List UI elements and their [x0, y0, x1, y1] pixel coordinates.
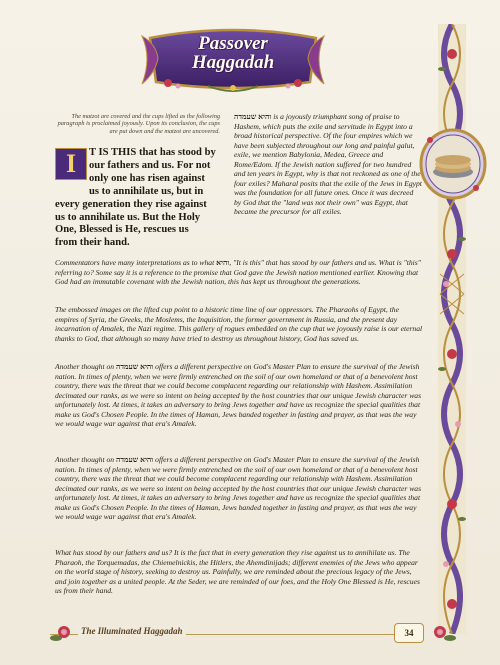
passage-line: every generation they rise against [55, 198, 207, 210]
paragraph-text: What has stood by our fathers and us? It is the fact that in every generation they rise against us to annihilate us. The Pharaoh, the Torquemadas, the Chiemelnickis, the Hitlers, the Ahemdinijads; different enemies of the Jews who appear on the world stage of history, seeking to destroy us. Painfully, we are reminded about the precious legacy of the Jews, and join together as a united people. At the Seder, we are reminded of our foes, and the Holy One Blessed is He, rescues us from their hand. [55, 548, 420, 595]
passage-line: only one has risen against [89, 172, 205, 184]
commentary-paragraph [55, 305, 423, 343]
rose-icon [428, 622, 458, 646]
commentary-paragraph [55, 548, 423, 596]
main-passage [55, 147, 227, 250]
paragraph-text: The embossed images on the lifted cup point to a historic time line of our oppressors. The Pharaohs of Egypt, the empires of Syria, the Greeks, the Moslems, the Inquisition, the former government in Russia, and the present day incarnation of Amalek, the Nazi regime. This gallery of rogues embedded on the cup that we joyously raise is our eternal thanks to God, that although so many have tried to destroy us throughout history, God has saved us. [55, 305, 423, 343]
passage-line: One, Blessed is He, rescues us [55, 224, 189, 236]
matzah-plate-icon [418, 128, 488, 200]
paragraph-text: offers a different perspective on God's Master Plan to ensure the survival of the Jewish nation. In times of plenty, when we were firmly entrenched on the soil of our own homeland or that of a benevolent host country, there was the threat that we could become complacent regarding our relationship with Hashem. Assimilation decimated our ranks, as we were so intent on being accepted by the host countries that our unique Jewish character was unfortunately lost. At times, it takes an adversary to bring Jews together and have us recognize the special qualities that make us God's Chosen People. In the times of Haman, Jews banded together in fasting and prayer, as that was the way we would wage war against that era's Amalek. [55, 362, 422, 428]
commentary-right [234, 112, 422, 217]
banner-line-2: Haggadah [191, 52, 275, 73]
paragraph-text: Commentators have many interpretations as to what [55, 258, 215, 267]
passage-line: T IS THIS that has stood by [89, 147, 216, 158]
passage-line: from their hand. [55, 237, 130, 249]
hebrew-phrase: והיא שעמדה [234, 112, 272, 121]
footer-title: The Illuminated Haggadah [78, 626, 186, 636]
rose-icon [48, 622, 76, 646]
title-banner [138, 28, 328, 92]
drop-cap: I [55, 148, 87, 180]
page-number: 34 [394, 623, 424, 643]
passage-line: us to annihilate us. But the Holy [55, 211, 201, 223]
hebrew-phrase: והיא שעמדה [115, 362, 154, 371]
hebrew-phrase: והיא שעמדה [115, 455, 154, 464]
page-footer [40, 622, 460, 648]
paragraph-text: Another thought on [55, 455, 115, 464]
ritual-caption: The matzot are covered and the cups lifted as the following paragraph is proclaimed joyously. Upon its conclusion, the cups are put down and the matzot are uncovered. [57, 113, 220, 135]
commentary-paragraph [55, 258, 423, 287]
passage-line: us to annihilate us, but in [89, 185, 204, 197]
floral-border-icon [432, 24, 472, 634]
passage-line: our fathers and us. For not [89, 159, 211, 171]
paragraph-text: offers a different perspective on God's Master Plan to ensure the survival of the Jewish nation. In times of plenty, when we were firmly entrenched on the soil of our own homeland or that of a benevolent host country, there was the threat that we could become complacent regarding our relationship with Hashem. Assimilation decimated our ranks, as we were so intent on being accepted by the host countries that our unique Jewish character was unfortunately lost. At times, it takes an adversary to bring Jews together and have us recognize the special qualities that make us God's Chosen People. In the times of Haman, Jews banded together in fasting and prayer, as that was the way we would wage war against that era's Amalek. [55, 455, 422, 521]
commentary-text: is a joyously triumphant song of praise to Hashem, which puts the exile and servitude in Egypt into a broad historical perspective. Of the four empires which we have been subjected throughout our long and painful galut, exile, we mention Babylonia, Medea, Greece and Rome/Edom. If the Jewish nation suffered for two hundred and ten years in Egypt, why is that not reckoned as one of the four exiles? Maharal posits that the exile of the Jews in Egypt was the foundation for all future ones. Once it was decreed by God that the "land was not their own" was Egypt, that became the precursor for all exiles. [234, 112, 422, 216]
commentary-paragraph [55, 455, 423, 522]
paragraph-text: , "It is this" that has stood by our fathers and us. What is "this" referring to? Some say it is a reference to the promise that God gave the Jewish nation mentioned earlier. Knowing that God had an immutable covenant with the Jewish nation, this has kept us throughout the generations. [55, 258, 421, 286]
hebrew-phrase: והיא [216, 258, 230, 267]
commentary-paragraph [55, 362, 423, 429]
paragraph-text: Another thought on [55, 362, 115, 371]
banner-line-1: Passover [198, 33, 268, 54]
